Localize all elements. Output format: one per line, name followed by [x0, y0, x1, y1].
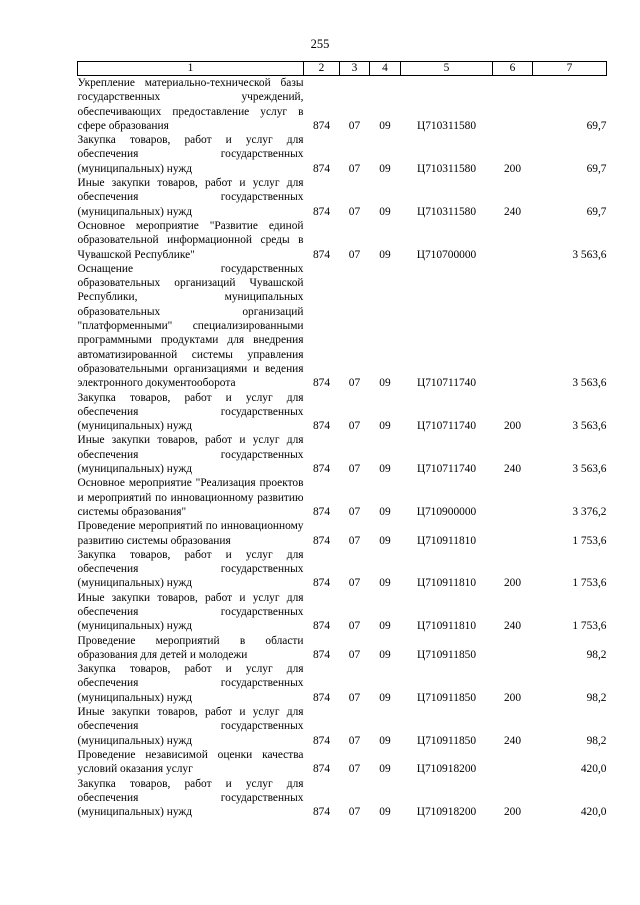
ministry-code: 874 — [312, 734, 331, 747]
subsection-code: 09 — [379, 734, 391, 747]
subsection-code: 09 — [379, 205, 391, 218]
subsection-code: 09 — [379, 648, 391, 661]
amount: 3 563,6 — [572, 377, 607, 390]
header-cell-amount: 7 — [533, 62, 607, 76]
header-cell-section: 3 — [340, 62, 370, 76]
target-article: Ц710911810 — [416, 577, 477, 590]
row-name: Закупка товаров, работ и услуг для обеспечения государственных (муниципальных) нужд — [77, 548, 304, 590]
row-name: Укрепление материально-технической базы государственных учреждений, обеспечивающих предоставление услуг в сфере образования — [77, 77, 304, 132]
target-article: Ц710311580 — [416, 119, 477, 132]
amount: 1 753,6 — [572, 534, 607, 547]
row-name: Иные закупки товаров, работ и услуг для обеспечения государственных (муниципальных) нужд — [77, 434, 304, 476]
target-article: Ц710911810 — [416, 534, 477, 547]
table-row — [78, 133, 607, 176]
amount: 3 563,6 — [572, 420, 607, 433]
section-code: 07 — [348, 205, 361, 218]
amount: 420,0 — [580, 763, 607, 776]
target-article: Ц710918200 — [416, 763, 477, 776]
ministry-code: 874 — [312, 205, 331, 218]
section-code: 07 — [348, 734, 361, 747]
target-article: Ц710711740 — [416, 463, 477, 476]
section-code: 07 — [348, 505, 361, 518]
section-code: 07 — [348, 763, 361, 776]
section-code: 07 — [348, 463, 361, 476]
amount: 69,7 — [586, 119, 607, 132]
section-code: 07 — [348, 806, 361, 819]
amount: 3 563,6 — [572, 463, 607, 476]
section-code: 07 — [348, 248, 361, 261]
row-name: Основное мероприятие "Реализация проектов и мероприятий по инновационному развитию системы образования" — [77, 477, 304, 518]
subsection-code: 09 — [379, 463, 391, 476]
target-article: Ц710311580 — [416, 162, 477, 175]
section-code: 07 — [348, 648, 361, 661]
row-name: Закупка товаров, работ и услуг для обеспечения государственных (муниципальных) нужд — [77, 777, 304, 819]
ministry-code: 874 — [312, 806, 331, 819]
expense-type: 200 — [503, 577, 522, 590]
page-number: 255 — [310, 37, 330, 51]
expense-type — [493, 748, 533, 777]
row-name: Основное мероприятие "Развитие единой образовательной информационной среды в Чувашской Республике" — [77, 219, 304, 261]
row-name: Закупка товаров, работ и услуг для обеспечения государственных (муниципальных) нужд — [77, 663, 304, 704]
ministry-code: 874 — [312, 377, 331, 390]
subsection-code: 09 — [379, 620, 391, 633]
target-article: Ц710900000 — [416, 505, 477, 518]
amount: 98,2 — [586, 691, 607, 704]
subsection-code: 09 — [379, 162, 391, 175]
section-code: 07 — [348, 691, 361, 704]
table-row — [78, 748, 607, 777]
amount: 3 563,6 — [572, 248, 607, 261]
subsection-code: 09 — [379, 763, 391, 776]
expense-type — [493, 219, 533, 262]
amount: 98,2 — [586, 734, 607, 747]
row-name: Иные закупки товаров, работ и услуг для обеспечения государственных (муниципальных) нужд — [77, 706, 304, 747]
row-name: Проведение мероприятий в области образования для детей и молодежи — [77, 634, 304, 661]
table-row — [78, 591, 607, 634]
row-name: Закупка товаров, работ и услуг для обеспечения государственных (муниципальных) нужд — [77, 391, 304, 433]
header-cell-name: 1 — [78, 62, 304, 76]
target-article: Ц710700000 — [416, 248, 477, 261]
table-row — [78, 433, 607, 476]
expense-type: 200 — [503, 806, 522, 819]
target-article: Ц710311580 — [416, 205, 477, 218]
ministry-code: 874 — [312, 577, 331, 590]
section-code: 07 — [348, 119, 361, 132]
row-name: Оснащение государственных образовательных организаций Чувашской Республики, муниципальных образовательных организаций "платформенными" специализированными программными продуктами для внедрения автоматизированной системы управления образовательными организациями и ведения электронного документооборота — [77, 262, 304, 390]
expense-type: 200 — [503, 162, 522, 175]
table-row — [78, 705, 607, 748]
expense-type — [493, 476, 533, 519]
expense-type — [493, 76, 533, 134]
section-code: 07 — [348, 162, 361, 175]
ministry-code: 874 — [312, 691, 331, 704]
table-row — [78, 634, 607, 663]
table-row — [78, 391, 607, 434]
subsection-code: 09 — [379, 119, 391, 132]
table-row — [78, 662, 607, 705]
target-article: Ц710711740 — [416, 377, 477, 390]
subsection-code: 09 — [379, 534, 391, 547]
target-article: Ц710911850 — [416, 691, 477, 704]
row-name: Иные закупки товаров, работ и услуг для обеспечения государственных (муниципальных) нужд — [77, 591, 304, 633]
section-code: 07 — [348, 534, 361, 547]
row-name: Проведение независимой оценки качества условий оказания услуг — [77, 748, 304, 776]
expense-type: 200 — [503, 691, 522, 704]
section-code: 07 — [348, 577, 361, 590]
target-article: Ц710911850 — [416, 734, 477, 747]
ministry-code: 874 — [312, 463, 331, 476]
subsection-code: 09 — [379, 420, 391, 433]
subsection-code: 09 — [379, 806, 391, 819]
section-code: 07 — [348, 620, 361, 633]
target-article: Ц710918200 — [416, 806, 477, 819]
budget-table — [77, 61, 607, 819]
table-row — [78, 176, 607, 219]
subsection-code: 09 — [379, 505, 391, 518]
amount: 69,7 — [586, 205, 607, 218]
section-code: 07 — [348, 420, 361, 433]
header-cell-expense-type: 6 — [493, 62, 533, 76]
amount: 1 753,6 — [572, 577, 607, 590]
amount: 98,2 — [586, 648, 607, 661]
ministry-code: 874 — [312, 763, 331, 776]
target-article: Ц710911850 — [416, 648, 477, 661]
ministry-code: 874 — [312, 420, 331, 433]
table-row — [78, 548, 607, 591]
target-article: Ц710711740 — [416, 420, 477, 433]
expense-type: 240 — [503, 463, 522, 476]
ministry-code: 874 — [312, 248, 331, 261]
table-row — [78, 476, 607, 519]
subsection-code: 09 — [379, 691, 391, 704]
expense-type — [493, 262, 533, 391]
row-name: Проведение мероприятий по инновационному развитию системы образования — [77, 520, 304, 547]
subsection-code: 09 — [379, 377, 391, 390]
expense-type — [493, 519, 533, 548]
expense-type: 240 — [503, 620, 522, 633]
table-row — [78, 519, 607, 548]
row-name: Закупка товаров, работ и услуг для обеспечения государственных (муниципальных) нужд — [77, 134, 304, 175]
header-cell-ministry: 2 — [304, 62, 340, 76]
table-header-row — [78, 62, 607, 76]
header-cell-target: 5 — [401, 62, 493, 76]
ministry-code: 874 — [312, 505, 331, 518]
expense-type — [493, 634, 533, 663]
row-name: Иные закупки товаров, работ и услуг для обеспечения государственных (муниципальных) нужд — [77, 177, 304, 218]
ministry-code: 874 — [312, 648, 331, 661]
table-row — [78, 777, 607, 820]
amount: 3 376,2 — [572, 505, 607, 518]
subsection-code: 09 — [379, 577, 391, 590]
ministry-code: 874 — [312, 162, 331, 175]
target-article: Ц710911810 — [416, 620, 477, 633]
section-code: 07 — [348, 377, 361, 390]
expense-type: 240 — [503, 734, 522, 747]
ministry-code: 874 — [312, 119, 331, 132]
table-row — [78, 219, 607, 262]
ministry-code: 874 — [312, 620, 331, 633]
header-cell-subsection: 4 — [370, 62, 401, 76]
expense-type: 240 — [503, 205, 522, 218]
expense-type: 200 — [503, 420, 522, 433]
amount: 420,0 — [580, 806, 607, 819]
amount: 1 753,6 — [572, 620, 607, 633]
subsection-code: 09 — [379, 248, 391, 261]
table-row — [78, 262, 607, 391]
table-row — [78, 76, 607, 134]
amount: 69,7 — [586, 162, 607, 175]
ministry-code: 874 — [312, 534, 331, 547]
